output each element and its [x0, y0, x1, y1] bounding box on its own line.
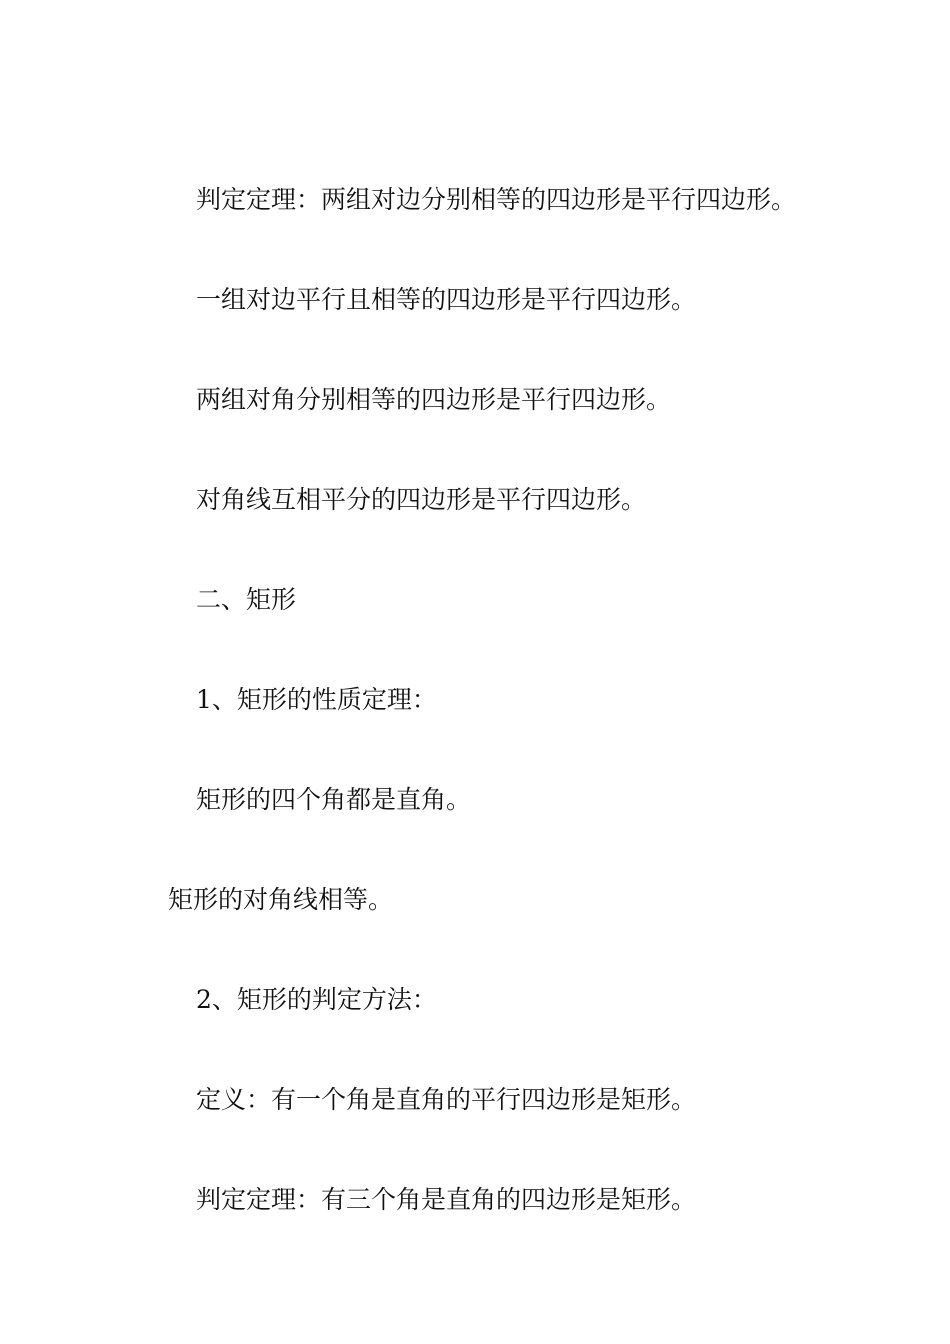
section-heading-rectangle: 二、矩形: [196, 585, 297, 614]
subheading-rectangle-properties: 1、矩形的性质定理：: [196, 685, 437, 714]
paragraph-rectangle-right-angles: 矩形的四个角都是直角。: [196, 785, 472, 814]
paragraph-parallelogram-criterion-sides: 判定定理：两组对边分别相等的四边形是平行四边形。: [196, 185, 797, 214]
paragraph-rectangle-definition: 定义：有一个角是直角的平行四边形是矩形。: [196, 1085, 697, 1114]
paragraph-rectangle-criterion: 判定定理：有三个角是直角的四边形是矩形。: [196, 1185, 697, 1214]
paragraph-rectangle-diagonals: 矩形的对角线相等。: [168, 885, 394, 914]
paragraph-parallelogram-criterion-angles: 两组对角分别相等的四边形是平行四边形。: [196, 385, 672, 414]
paragraph-parallelogram-criterion-diagonals: 对角线互相平分的四边形是平行四边形。: [196, 485, 647, 514]
subheading-rectangle-criteria: 2、矩形的判定方法：: [196, 985, 437, 1014]
paragraph-parallelogram-criterion-one-pair: 一组对边平行且相等的四边形是平行四边形。: [196, 285, 697, 314]
